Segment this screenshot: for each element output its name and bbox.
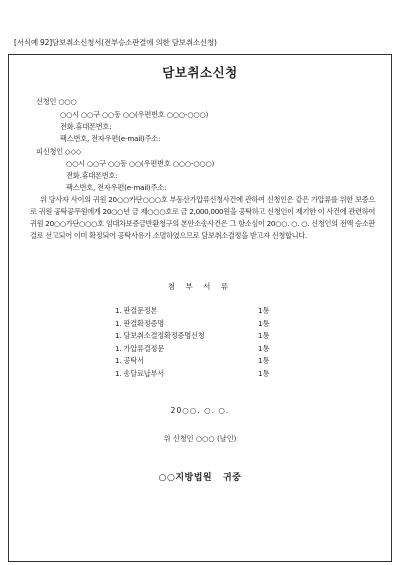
filing-date: 20○○. ○. ○.	[170, 406, 230, 415]
attachment-count: 1통	[258, 344, 270, 353]
respondent-address: ○○시 ○○구 ○○동 ○○(우편번호 ○○○-○○○)	[66, 159, 215, 168]
applicant-label: 신청인 ○○○	[36, 97, 77, 106]
attachment-label: 1. 담보취소결정확정증명신청	[115, 331, 205, 340]
applicant-phone: 전화.휴대폰번호:	[60, 122, 112, 131]
attachment-count: 1통	[258, 331, 270, 340]
attachments-title: 첨 부 서 류	[167, 282, 233, 291]
attachment-label: 1. 송달료납부서	[115, 369, 165, 378]
attachment-label: 1. 공탁서	[115, 356, 144, 365]
attachment-item	[115, 319, 275, 331]
attachment-item	[115, 344, 275, 356]
document-title: 담보취소신청	[162, 65, 238, 80]
attachment-count: 1통	[258, 306, 270, 315]
application-body: 위 당사자 사이의 귀원 20○○카단○○○호 부동산가압류신청사건에 관하여 신청인은 같은 가압류를 위한 보증으로 귀원 공탁공무원에게 20○○년 금 제○○○호로 금 2,000,000원을 공탁하고 신청인이 제기한 이 사건에 관련하여 귀원 20○○가단○○○호 임대차보증금반환청구의 본안소송사건은 그 항소심이 20○○. ○. ○. 신청인의 전액 승소판결로 선고되어 이미 확정되어 공탁사유가 소멸하였으므로 담보취소결정을 받고자 신청합니다.	[30, 195, 375, 240]
attachment-item	[115, 356, 275, 368]
applicant-address: ○○시 ○○구 ○○동 ○○(우편번호 ○○○-○○○)	[60, 110, 209, 119]
court-addressee: ○○지방법원 귀중	[158, 473, 242, 483]
attachment-count: 1통	[258, 369, 270, 378]
attachment-item	[115, 369, 275, 381]
attachment-item	[115, 331, 275, 343]
respondent-label: 피신청인 ◇◇◇	[36, 147, 82, 156]
respondent-fax-email: 팩스번호, 전자우편(e-mail)주소:	[66, 183, 167, 192]
attachment-count: 1통	[258, 356, 270, 365]
form-reference: [서식예 92]담보취소신청서(전부승소판결에 의한 담보취소신청)	[14, 38, 217, 47]
attachment-item	[115, 306, 275, 318]
attachment-label: 1. 가압류결정문	[115, 344, 165, 353]
attachment-label: 1. 판결문정본	[115, 306, 158, 315]
applicant-signature: 위 신청인 ○○○ (날인)	[163, 434, 237, 443]
respondent-phone: 전화.휴대폰번호:	[66, 171, 118, 180]
attachment-count: 1통	[258, 319, 270, 328]
applicant-fax-email: 팩스번호, 전자우편(e-mail)주소:	[60, 134, 161, 143]
attachment-label: 1. 판결확정증명	[115, 319, 165, 328]
